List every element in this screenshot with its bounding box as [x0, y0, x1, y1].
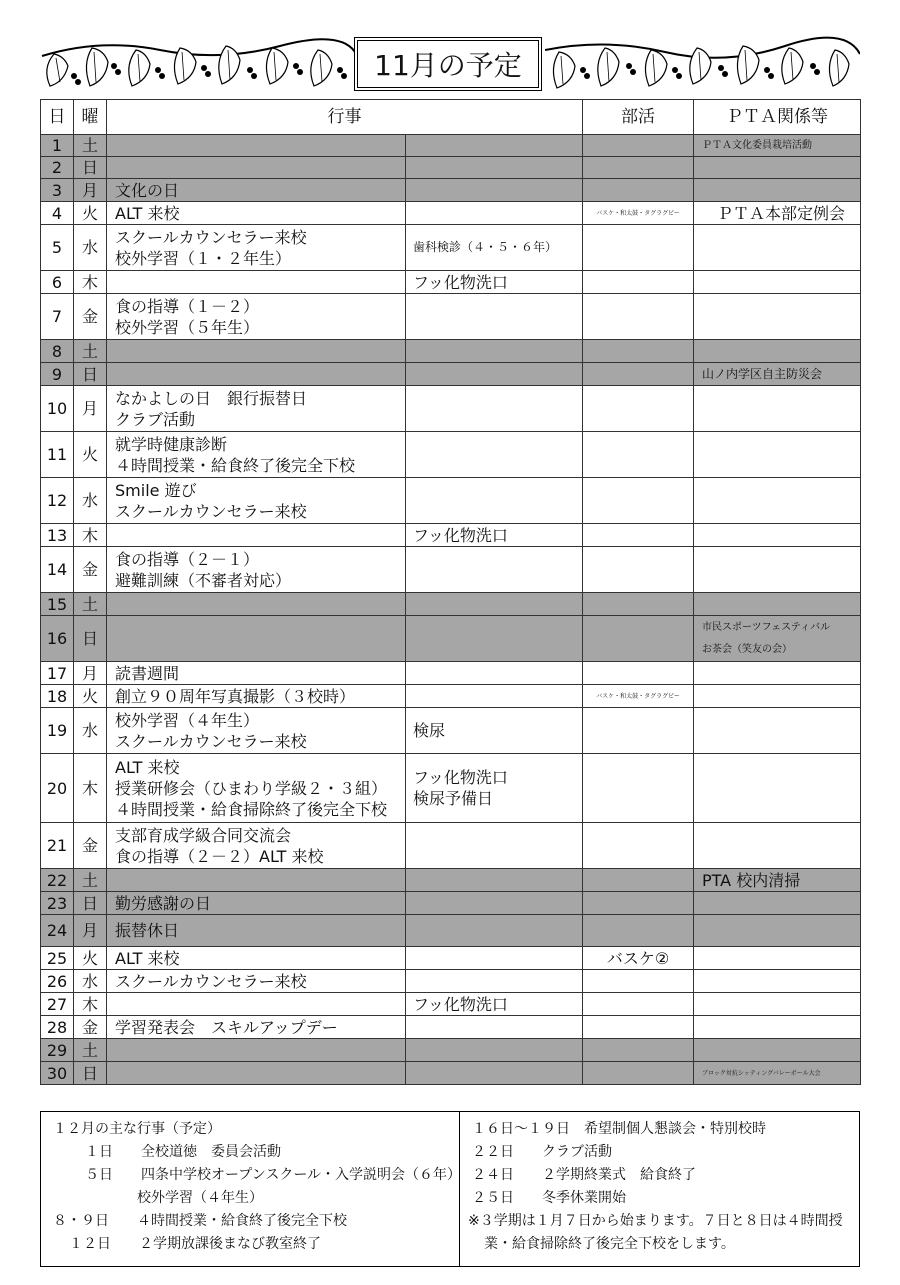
- pta-cell: [694, 294, 861, 340]
- weekday-cell: 水: [74, 708, 107, 754]
- pta-cell: [694, 662, 861, 685]
- event-sub-cell: [406, 869, 583, 892]
- weekday-cell: 水: [74, 970, 107, 993]
- event-cell: 文化の日: [107, 179, 406, 202]
- day-cell: 17: [41, 662, 74, 685]
- club-cell: [583, 823, 694, 869]
- table-row: [41, 616, 861, 662]
- page-title: 11月の予定: [357, 40, 539, 88]
- event-cell: [107, 593, 406, 616]
- table-row: [41, 915, 861, 947]
- event-sub-cell: フッ化物洗口 検尿予備日: [406, 754, 583, 823]
- club-cell: バスケ②: [583, 947, 694, 970]
- club-cell: [583, 970, 694, 993]
- weekday-cell: 土: [74, 135, 107, 157]
- pta-cell: PTA 校内清掃: [694, 869, 861, 892]
- event-sub-cell: [406, 823, 583, 869]
- event-cell: なかよしの日 銀行振替日 クラブ活動: [107, 386, 406, 432]
- event-sub-cell: [406, 593, 583, 616]
- weekday-cell: 木: [74, 524, 107, 547]
- day-cell: 6: [41, 271, 74, 294]
- club-cell: [583, 993, 694, 1016]
- event-cell: 食の指導（２－１） 避難訓練（不審者対応）: [107, 547, 406, 593]
- day-cell: 3: [41, 179, 74, 202]
- pta-cell: [694, 225, 861, 271]
- club-cell: [583, 340, 694, 363]
- weekday-cell: 月: [74, 179, 107, 202]
- table-row: [41, 754, 861, 823]
- pta-cell: [694, 179, 861, 202]
- event-sub-cell: [406, 340, 583, 363]
- weekday-cell: 金: [74, 1016, 107, 1039]
- day-cell: 25: [41, 947, 74, 970]
- table-row: [41, 869, 861, 892]
- event-sub-cell: [406, 970, 583, 993]
- weekday-cell: 月: [74, 662, 107, 685]
- table-header-row: [41, 100, 861, 135]
- event-sub-cell: [406, 1039, 583, 1062]
- event-cell: スクールカウンセラー来校: [107, 970, 406, 993]
- notes-item: ５日 四条中学校オープンスクール・入学説明会（６年）: [85, 1167, 462, 1183]
- club-cell: [583, 869, 694, 892]
- event-sub-cell: [406, 179, 583, 202]
- club-cell: [583, 892, 694, 915]
- event-sub-cell: フッ化物洗口: [406, 271, 583, 294]
- day-cell: 24: [41, 915, 74, 947]
- club-cell: [583, 616, 694, 662]
- day-cell: 12: [41, 478, 74, 524]
- table-row: [41, 386, 861, 432]
- day-cell: 14: [41, 547, 74, 593]
- weekday-cell: 土: [74, 340, 107, 363]
- pta-cell: [694, 915, 861, 947]
- table-row: [41, 823, 861, 869]
- notes-item: ※３学期は１月７日から始まります。７日と８日は４時間授: [468, 1213, 843, 1229]
- pta-cell: [694, 524, 861, 547]
- pta-cell: [694, 386, 861, 432]
- table-row: [41, 685, 861, 708]
- pta-cell: [694, 340, 861, 363]
- club-cell: [583, 135, 694, 157]
- event-sub-cell: [406, 547, 583, 593]
- club-cell: [583, 524, 694, 547]
- notes-item: １日 全校道徳 委員会活動: [85, 1144, 281, 1160]
- pta-cell: [694, 1016, 861, 1039]
- notes-item: ２２日 クラブ活動: [472, 1144, 612, 1160]
- event-cell: ALT 来校 授業研修会（ひまわり学級２・３組） ４時間授業・給食掃除終了後完全下校: [107, 754, 406, 823]
- notes-item: ２４日 ２学期終業式 給食終了: [472, 1167, 696, 1183]
- day-cell: 1: [41, 135, 74, 157]
- pta-cell: [694, 432, 861, 478]
- pta-cell: [694, 993, 861, 1016]
- event-sub-cell: [406, 432, 583, 478]
- table-row: [41, 340, 861, 363]
- weekday-cell: 土: [74, 1039, 107, 1062]
- pta-cell: [694, 970, 861, 993]
- table-row: [41, 202, 861, 225]
- weekday-cell: 木: [74, 993, 107, 1016]
- table-row: [41, 993, 861, 1016]
- pta-cell: [694, 478, 861, 524]
- event-cell: [107, 340, 406, 363]
- pta-cell: [694, 754, 861, 823]
- day-cell: 18: [41, 685, 74, 708]
- weekday-cell: 火: [74, 202, 107, 225]
- day-cell: 7: [41, 294, 74, 340]
- header-weekday: 曜: [74, 100, 107, 135]
- event-sub-cell: [406, 135, 583, 157]
- table-row: [41, 547, 861, 593]
- event-cell: [107, 363, 406, 386]
- weekday-cell: 金: [74, 547, 107, 593]
- weekday-cell: 月: [74, 915, 107, 947]
- pta-cell: ＰＴＡ本部定例会: [694, 202, 861, 225]
- table-row: [41, 662, 861, 685]
- club-cell: [583, 547, 694, 593]
- notes-item: ２５日 冬季休業開始: [472, 1190, 626, 1206]
- notes-left: [41, 1112, 460, 1266]
- event-sub-cell: [406, 1062, 583, 1085]
- day-cell: 20: [41, 754, 74, 823]
- event-cell: ALT 来校: [107, 202, 406, 225]
- weekday-cell: 火: [74, 432, 107, 478]
- club-cell: [583, 157, 694, 179]
- table-row: [41, 179, 861, 202]
- club-cell: [583, 225, 694, 271]
- weekday-cell: 水: [74, 478, 107, 524]
- weekday-cell: 木: [74, 754, 107, 823]
- pta-cell: [694, 547, 861, 593]
- day-cell: 30: [41, 1062, 74, 1085]
- pta-cell: [694, 892, 861, 915]
- event-sub-cell: [406, 157, 583, 179]
- weekday-cell: 水: [74, 225, 107, 271]
- header-pta: ＰＴＡ関係等: [694, 100, 861, 135]
- notes-item: ８・９日 ４時間授業・給食終了後完全下校: [53, 1213, 347, 1229]
- table-row: [41, 708, 861, 754]
- table-row: [41, 271, 861, 294]
- event-sub-cell: 歯科検診（４・５・６年）: [406, 225, 583, 271]
- event-cell: 読書週間: [107, 662, 406, 685]
- table-row: [41, 432, 861, 478]
- event-sub-cell: [406, 202, 583, 225]
- notes-heading: １２月の主な行事（予定）: [53, 1121, 221, 1137]
- table-row: [41, 135, 861, 157]
- table-row: [41, 892, 861, 915]
- day-cell: 28: [41, 1016, 74, 1039]
- pta-cell: [694, 157, 861, 179]
- club-cell: [583, 386, 694, 432]
- event-cell: [107, 524, 406, 547]
- event-cell: 振替休日: [107, 915, 406, 947]
- event-sub-cell: [406, 662, 583, 685]
- club-cell: [583, 1039, 694, 1062]
- december-notes: [40, 1111, 860, 1267]
- event-cell: [107, 1062, 406, 1085]
- event-cell: [107, 616, 406, 662]
- event-sub-cell: フッ化物洗口: [406, 524, 583, 547]
- event-sub-cell: [406, 1016, 583, 1039]
- club-cell: [583, 363, 694, 386]
- event-cell: [107, 271, 406, 294]
- club-cell: [583, 294, 694, 340]
- event-cell: 創立９０周年写真撮影（３校時）: [107, 685, 406, 708]
- table-row: [41, 294, 861, 340]
- club-cell: [583, 662, 694, 685]
- event-cell: [107, 135, 406, 157]
- notes-item: １６日～１９日 希望制個人懇談会・特別校時: [472, 1121, 766, 1137]
- header: [40, 32, 860, 92]
- pta-cell: [694, 708, 861, 754]
- weekday-cell: 火: [74, 947, 107, 970]
- table-row: [41, 593, 861, 616]
- table-row: [41, 524, 861, 547]
- weekday-cell: 土: [74, 593, 107, 616]
- club-cell: [583, 1062, 694, 1085]
- notes-right: [460, 1112, 860, 1266]
- day-cell: 2: [41, 157, 74, 179]
- event-cell: 勤労感謝の日: [107, 892, 406, 915]
- table-row: [41, 1016, 861, 1039]
- day-cell: 13: [41, 524, 74, 547]
- header-day: 日: [41, 100, 74, 135]
- pta-cell: 山ノ内学区自主防災会: [694, 363, 861, 386]
- weekday-cell: 日: [74, 1062, 107, 1085]
- day-cell: 21: [41, 823, 74, 869]
- header-events: 行事: [107, 100, 583, 135]
- event-cell: 学習発表会 スキルアップデー: [107, 1016, 406, 1039]
- event-cell: 食の指導（１－２） 校外学習（５年生）: [107, 294, 406, 340]
- club-cell: [583, 593, 694, 616]
- table-row: [41, 1062, 861, 1085]
- event-cell: [107, 1039, 406, 1062]
- day-cell: 15: [41, 593, 74, 616]
- event-sub-cell: [406, 616, 583, 662]
- event-sub-cell: [406, 685, 583, 708]
- weekday-cell: 金: [74, 294, 107, 340]
- event-cell: [107, 157, 406, 179]
- table-row: [41, 157, 861, 179]
- pta-cell: 市民スポーツフェスティバル お茶会（笑友の会）: [694, 616, 861, 662]
- event-sub-cell: [406, 915, 583, 947]
- event-sub-cell: [406, 947, 583, 970]
- pta-cell: ＰＴＡ文化委員栽培活動: [694, 135, 861, 157]
- day-cell: 29: [41, 1039, 74, 1062]
- event-cell: Smile 遊び スクールカウンセラー来校: [107, 478, 406, 524]
- weekday-cell: 日: [74, 363, 107, 386]
- table-row: [41, 1039, 861, 1062]
- header-club: 部活: [583, 100, 694, 135]
- vine-decoration-right-icon: [545, 36, 860, 92]
- pta-cell: [694, 823, 861, 869]
- pta-cell: ブロック対抗シッティングバレーボール大会: [694, 1062, 861, 1085]
- weekday-cell: 日: [74, 157, 107, 179]
- notes-item: 校外学習（４年生）: [137, 1190, 263, 1206]
- event-cell: ALT 来校: [107, 947, 406, 970]
- event-cell: [107, 869, 406, 892]
- weekday-cell: 火: [74, 685, 107, 708]
- club-cell: [583, 478, 694, 524]
- event-sub-cell: [406, 386, 583, 432]
- weekday-cell: 月: [74, 386, 107, 432]
- day-cell: 27: [41, 993, 74, 1016]
- day-cell: 23: [41, 892, 74, 915]
- event-sub-cell: フッ化物洗口: [406, 993, 583, 1016]
- event-sub-cell: 検尿: [406, 708, 583, 754]
- day-cell: 11: [41, 432, 74, 478]
- club-cell: [583, 708, 694, 754]
- club-cell: [583, 271, 694, 294]
- table-row: [41, 970, 861, 993]
- table-row: [41, 225, 861, 271]
- club-cell: [583, 1016, 694, 1039]
- day-cell: 16: [41, 616, 74, 662]
- pta-cell: [694, 685, 861, 708]
- pta-cell: [694, 593, 861, 616]
- day-cell: 19: [41, 708, 74, 754]
- day-cell: 10: [41, 386, 74, 432]
- club-cell: [583, 179, 694, 202]
- pta-cell: [694, 947, 861, 970]
- table-row: [41, 478, 861, 524]
- event-sub-cell: [406, 892, 583, 915]
- schedule-table: [40, 99, 861, 1085]
- day-cell: 4: [41, 202, 74, 225]
- weekday-cell: 日: [74, 892, 107, 915]
- weekday-cell: 日: [74, 616, 107, 662]
- club-cell: [583, 432, 694, 478]
- day-cell: 8: [41, 340, 74, 363]
- event-cell: スクールカウンセラー来校 校外学習（１・２年生）: [107, 225, 406, 271]
- event-cell: 支部育成学級合同交流会 食の指導（２－２）ALT 来校: [107, 823, 406, 869]
- weekday-cell: 土: [74, 869, 107, 892]
- notes-item: １２日 ２学期放課後まなび教室終了: [69, 1236, 321, 1252]
- pta-cell: [694, 271, 861, 294]
- day-cell: 22: [41, 869, 74, 892]
- event-sub-cell: [406, 478, 583, 524]
- event-sub-cell: [406, 363, 583, 386]
- event-cell: 校外学習（４年生） スクールカウンセラー来校: [107, 708, 406, 754]
- pta-cell: [694, 1039, 861, 1062]
- day-cell: 9: [41, 363, 74, 386]
- day-cell: 26: [41, 970, 74, 993]
- club-cell: バスケ・和太鼓・タグラグビー: [583, 685, 694, 708]
- club-cell: バスケ・和太鼓・タグラグビー: [583, 202, 694, 225]
- notes-item: 業・給食掃除終了後完全下校をします。: [484, 1236, 735, 1252]
- event-cell: [107, 993, 406, 1016]
- weekday-cell: 木: [74, 271, 107, 294]
- day-cell: 5: [41, 225, 74, 271]
- table-row: [41, 363, 861, 386]
- weekday-cell: 金: [74, 823, 107, 869]
- club-cell: [583, 754, 694, 823]
- club-cell: [583, 915, 694, 947]
- event-cell: 就学時健康診断 ４時間授業・給食終了後完全下校: [107, 432, 406, 478]
- table-row: [41, 947, 861, 970]
- event-sub-cell: [406, 294, 583, 340]
- vine-decoration-left-icon: [40, 36, 355, 92]
